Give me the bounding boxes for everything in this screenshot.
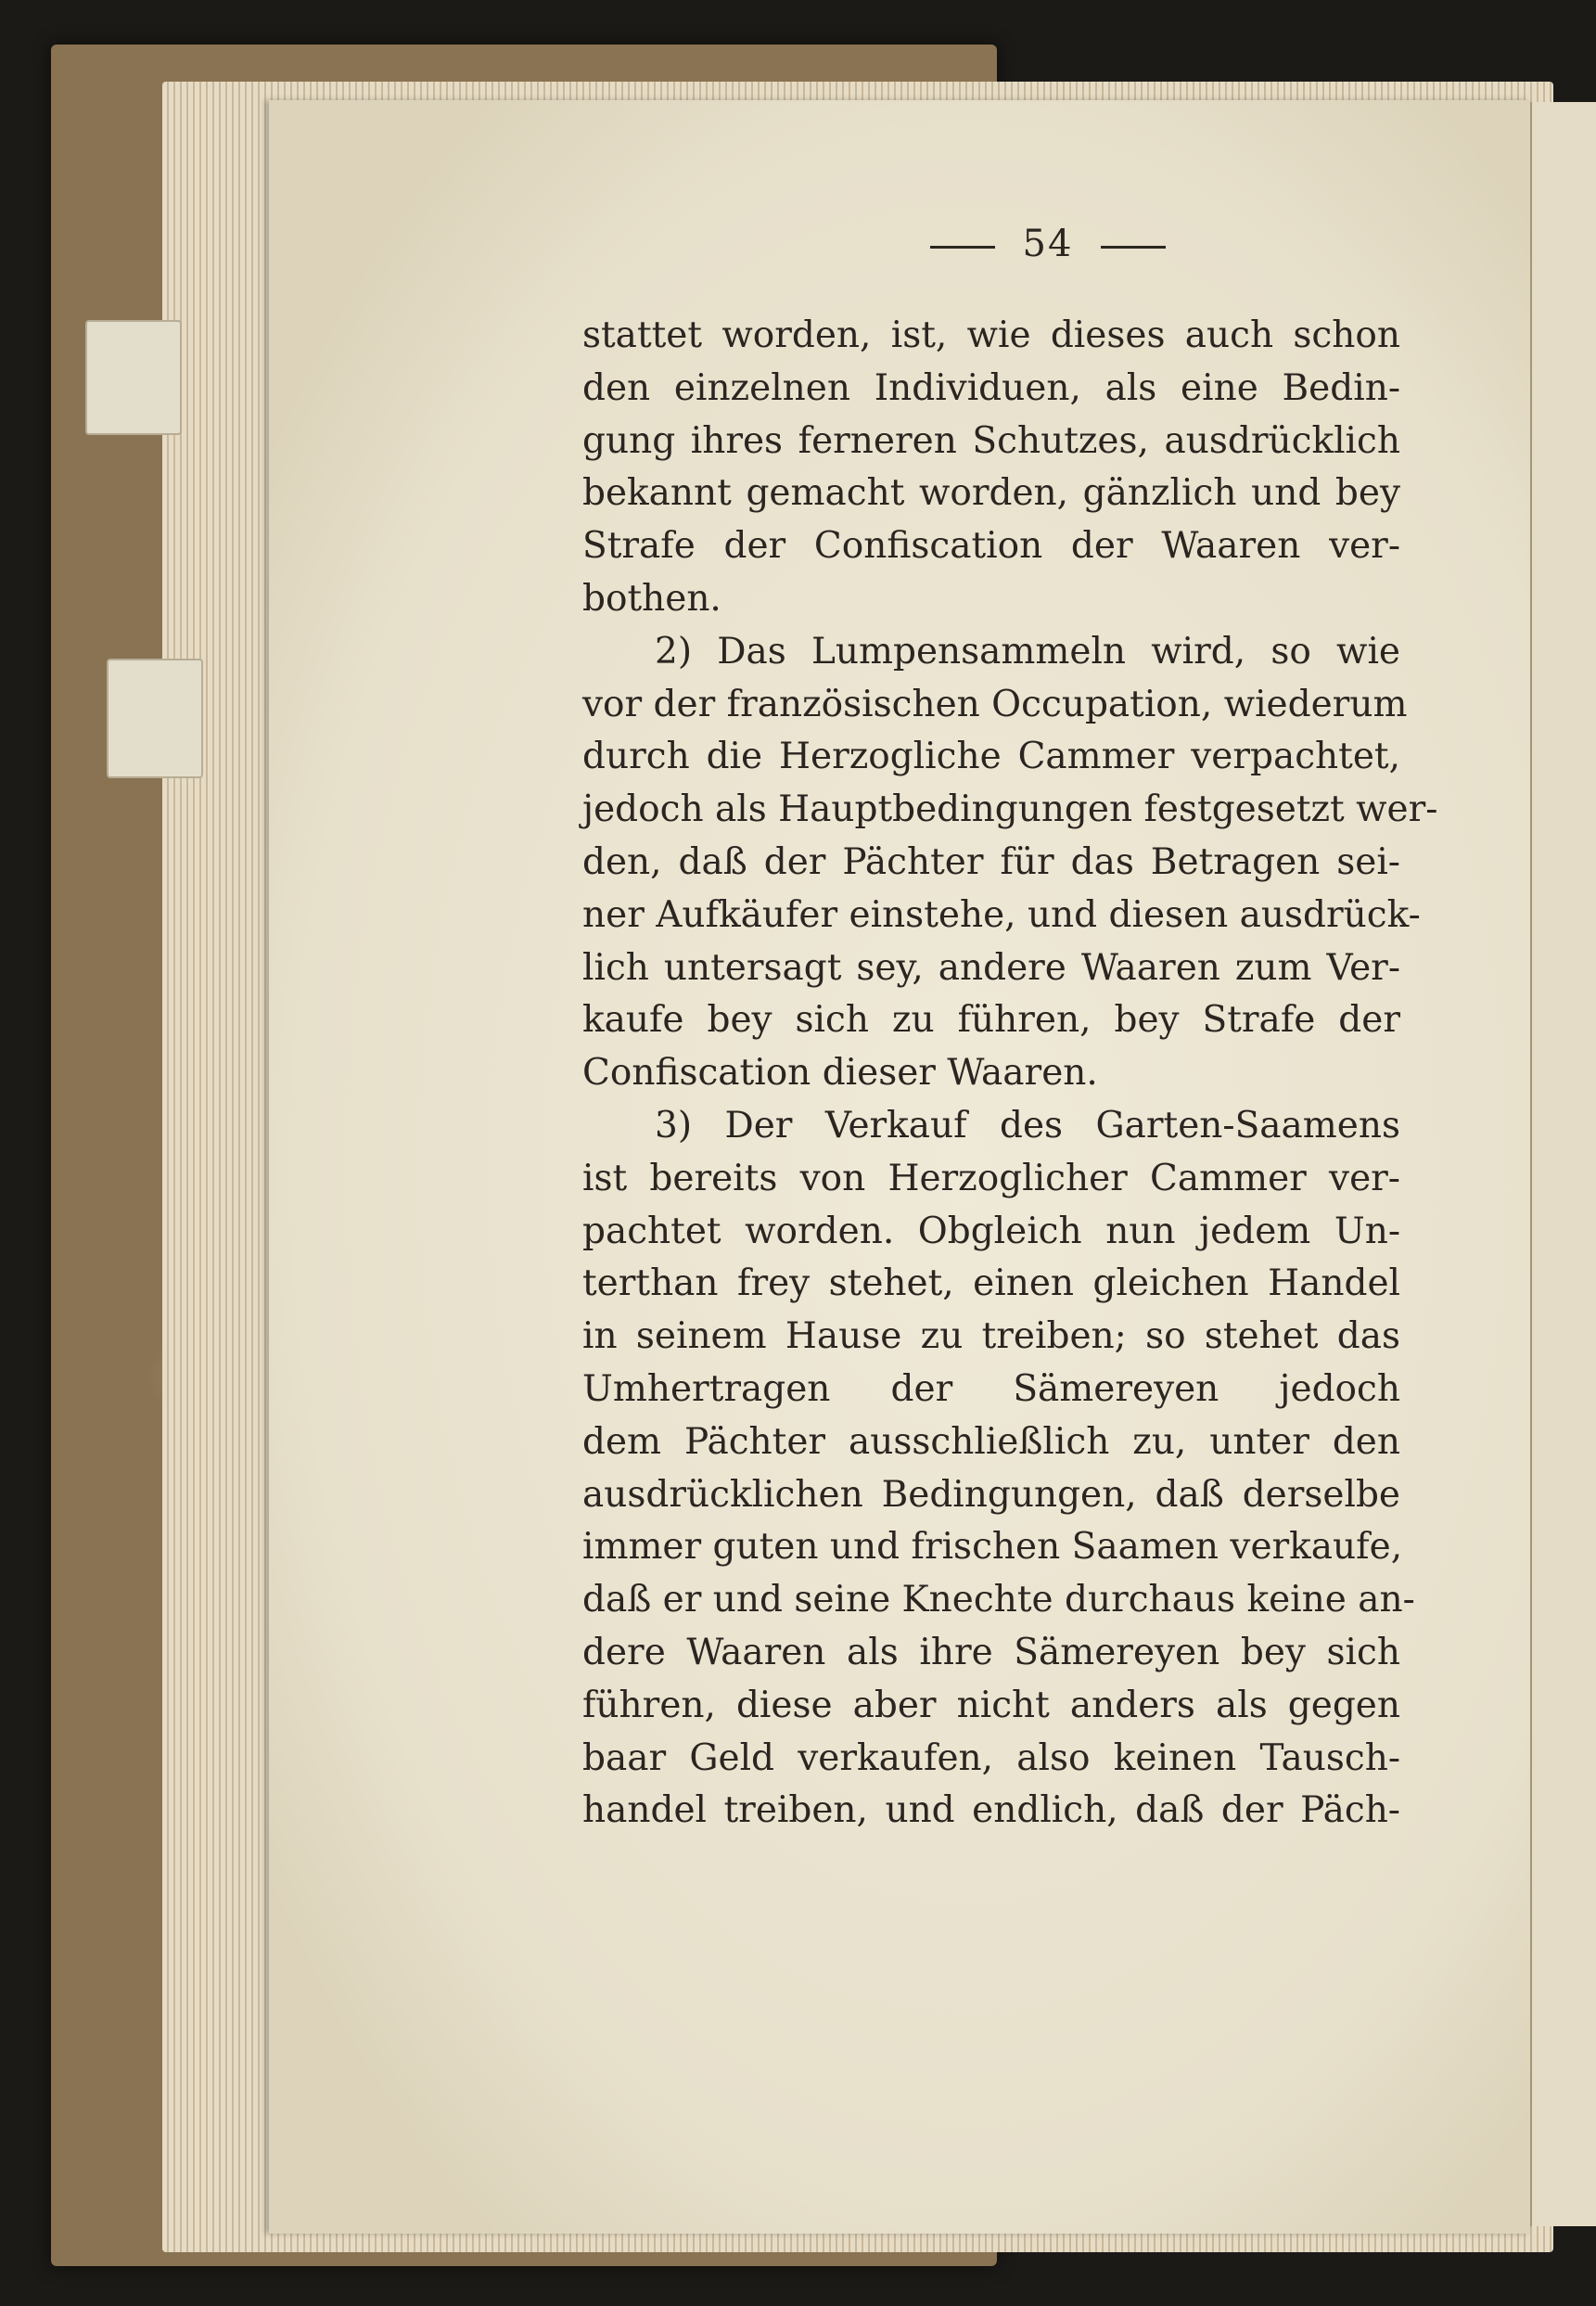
page-header xyxy=(835,223,1261,265)
paper-tab-marker xyxy=(85,320,182,435)
text-line: ist bereits von Herzoglicher Cammer ver- xyxy=(582,1157,1400,1199)
text-line: vor der französischen Occupation, wiederum xyxy=(582,683,1408,725)
text-line: terthan frey stehet, einen gleichen Handel xyxy=(582,1262,1400,1305)
text-line: dere Waaren als ihre Sämereyen bey sich xyxy=(582,1631,1400,1673)
text-line: 3) Der Verkauf des Garten-Saamens xyxy=(655,1104,1400,1147)
text-line: in seinem Hause zu treiben; so stehet das xyxy=(582,1315,1400,1358)
text-line: führen, diese aber nicht anders als gegen xyxy=(582,1684,1400,1726)
page-number: 54 xyxy=(1022,223,1074,265)
text-line: daß er und seine Knechte durchaus keine an- xyxy=(582,1579,1415,1621)
text-line: Strafe der Confiscation der Waaren ver- xyxy=(582,525,1400,568)
text-line: lich untersagt sey, andere Waaren zum Ver- xyxy=(582,946,1400,989)
text-line: Umhertragen der Sämereyen jedoch xyxy=(582,1367,1400,1410)
text-line: ausdrücklichen Bedingungen, daß derselbe xyxy=(582,1473,1400,1516)
text-line: den einzelnen Individuen, als eine Bedin- xyxy=(582,366,1400,409)
text-line: den, daß der Pächter für das Betragen sei- xyxy=(582,840,1400,883)
text-line: ner Aufkäufer einstehe, und diesen ausdrück- xyxy=(582,893,1421,936)
text-line: jedoch als Hauptbedingungen festgesetzt wer- xyxy=(582,788,1438,831)
text-line: baar Geld verkaufen, also keinen Tausch- xyxy=(582,1736,1400,1779)
text-line: stattet worden, ist, wie dieses auch schon xyxy=(582,314,1400,356)
text-line: bothen. xyxy=(582,577,721,620)
facing-page-edge xyxy=(1530,102,1596,2226)
text-line: kaufe bey sich zu führen, bey Strafe der xyxy=(582,999,1400,1042)
text-line: Confiscation dieser Waaren. xyxy=(582,1052,1098,1095)
text-line: gung ihres ferneren Schutzes, ausdrücklich xyxy=(582,419,1400,462)
header-dash-right xyxy=(1101,246,1166,249)
paper-tab-marker xyxy=(107,659,203,778)
text-line: dem Pächter ausschließlich zu, unter den xyxy=(582,1420,1400,1463)
text-line: handel treiben, und endlich, daß der Päch- xyxy=(582,1789,1400,1832)
header-dash-left xyxy=(930,246,995,249)
text-line: 2) Das Lumpensammeln wird, so wie xyxy=(655,630,1400,673)
text-line: pachtet worden. Obgleich nun jedem Un- xyxy=(582,1210,1400,1252)
page-body-text xyxy=(582,310,1438,1838)
text-line: bekannt gemacht worden, gänzlich und bey xyxy=(582,472,1400,515)
text-line: immer guten und frischen Saamen verkaufe, xyxy=(582,1526,1403,1569)
text-line: durch die Herzogliche Cammer verpachtet, xyxy=(582,736,1400,778)
